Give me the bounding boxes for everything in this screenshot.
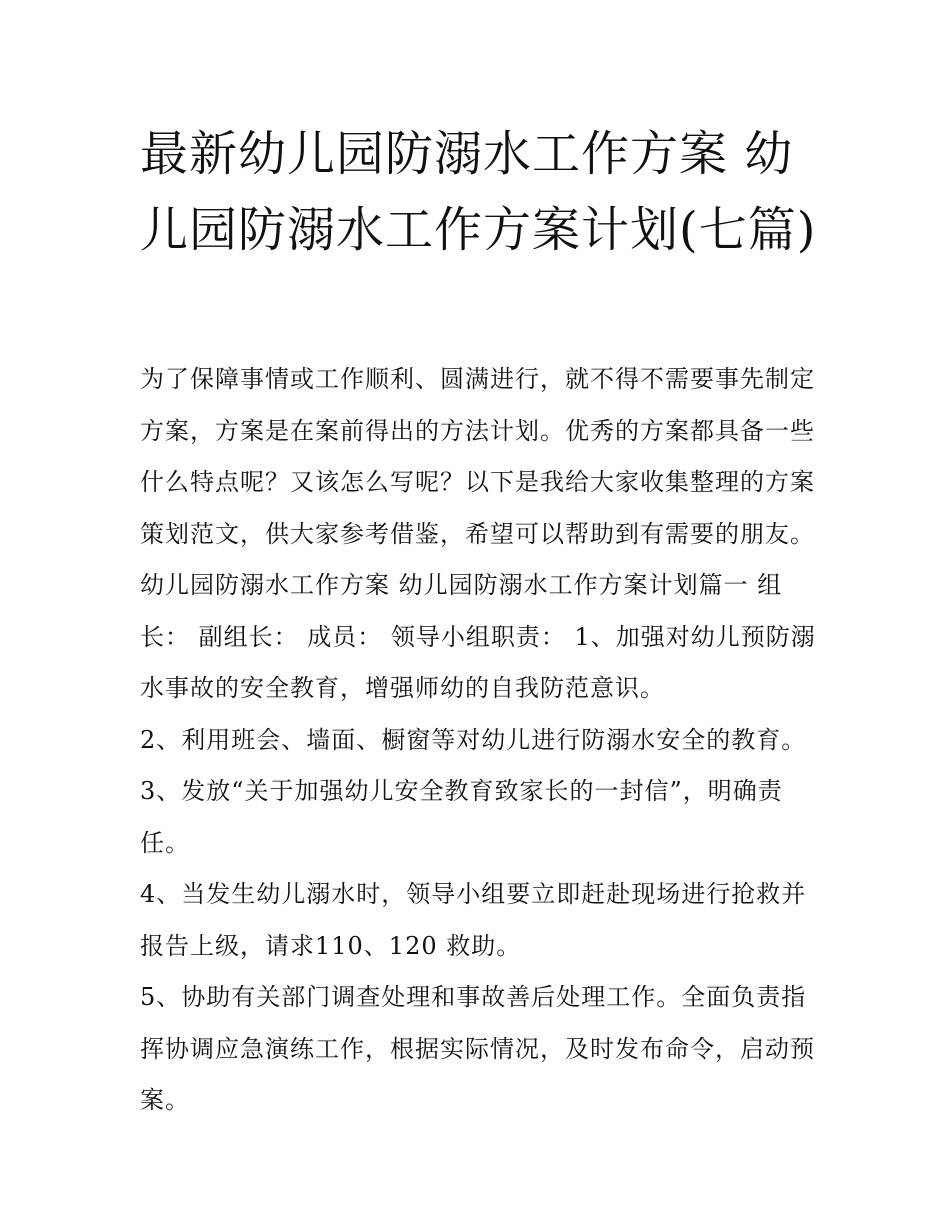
paragraph-item-3: 3、发放“关于加强幼儿安全教育致家长的一封信”，明确责任。 [140, 777, 783, 857]
document-title: 最新幼儿园防溺水工作方案 幼儿园防溺水工作方案计划(七篇) [140, 126, 817, 258]
document-body [140, 354, 820, 1127]
paragraph-section-1: 幼儿园防溺水工作方案 幼儿园防溺水工作方案计划篇一 组长： 副组长： 成员： 领导小组职责： 1、加强对幼儿预防溺水事故的安全教育，增强师幼的自我防范意识。 [140, 571, 816, 702]
paragraph-item-4: 4、当发生幼儿溺水时，领导小组要立即赶赴现场进行抢救并报告上级，请求110、120 救助。 [140, 880, 807, 960]
paragraph-item-2: 2、利用班会、墙面、橱窗等对幼儿进行防溺水安全的教育。 [140, 725, 807, 754]
paragraph-item-5: 5、协助有关部门调查处理和事故善后处理工作。全面负责指挥协调应急演练工作，根据实际情况，及时发布命令，启动预案。 [140, 983, 815, 1114]
paragraph-intro: 为了保障事情或工作顺利、圆满进行，就不得不需要事先制定方案，方案是在案前得出的方法计划。优秀的方案都具备一些什么特点呢？又该怎么写呢？以下是我给大家收集整理的方案策划范文，供大家参考借鉴，希望可以帮助到有需要的朋友。 [140, 365, 815, 548]
